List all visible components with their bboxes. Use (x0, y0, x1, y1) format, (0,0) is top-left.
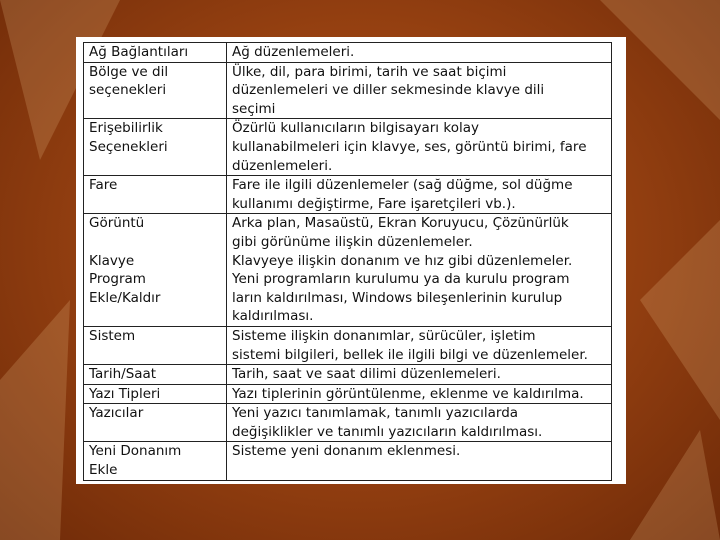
table-row (84, 119, 612, 176)
setting-name: Bölge ve dil seçenekleri (84, 62, 227, 119)
setting-name: Ağ Bağlantıları (84, 43, 227, 63)
table-row (84, 442, 612, 480)
setting-description: Tarih, saat ve saat dilimi düzenlemeleri. (227, 365, 612, 385)
table-row (84, 326, 612, 364)
setting-name: Sistem (84, 326, 227, 364)
setting-description: Sisteme yeni donanım eklenmesi. (227, 442, 612, 480)
setting-name: Yazı Tipleri (84, 384, 227, 404)
setting-name: Erişebilirlik Seçenekleri (84, 119, 227, 176)
table-row (84, 176, 612, 214)
table-row (84, 214, 612, 327)
table-row (84, 404, 612, 442)
control-panel-settings-table (83, 42, 612, 481)
table-row (84, 43, 612, 63)
setting-description: Ülke, dil, para birimi, tarih ve saat biçimi düzenlemeleri ve diller sekmesinde klavye dili seçimi (227, 62, 612, 119)
setting-description: Sisteme ilişkin donanımlar, sürücüler, işletim sistemi bilgileri, bellek ile ilgili bilgi ve düzenlemeler. (227, 326, 612, 364)
table-row (84, 384, 612, 404)
setting-description: Yazı tiplerinin görüntülenme, eklenme ve kaldırılma. (227, 384, 612, 404)
setting-description: Yeni yazıcı tanımlamak, tanımlı yazıcılarda değişiklikler ve tanımlı yazıcıların kaldırılması. (227, 404, 612, 442)
setting-name: Yeni Donanım Ekle (84, 442, 227, 480)
setting-name: Tarih/Saat (84, 365, 227, 385)
setting-description: Özürlü kullanıcıların bilgisayarı kolay kullanabilmeleri için klavye, ses, görüntü birimi, fare düzenlemeleri. (227, 119, 612, 176)
setting-name: Görüntü Klavye Program Ekle/Kaldır (84, 214, 227, 327)
setting-name: Fare (84, 176, 227, 214)
setting-name: Yazıcılar (84, 404, 227, 442)
table-row (84, 365, 612, 385)
table-row (84, 62, 612, 119)
setting-description: Fare ile ilgili düzenlemeler (sağ düğme, sol düğme kullanımı değiştirme, Fare işaretçileri vb.). (227, 176, 612, 214)
setting-description: Ağ düzenlemeleri. (227, 43, 612, 63)
setting-description: Arka plan, Masaüstü, Ekran Koruyucu, Çözünürlük gibi görünüme ilişkin düzenlemeler. Klavyeye ilişkin donanım ve hız gibi düzenlemeler. Yeni programların kurulumu ya da kurulu program ların kaldırılması, Windows bileşenlerinin kurulup kaldırılması. (227, 214, 612, 327)
table-panel (76, 37, 626, 484)
